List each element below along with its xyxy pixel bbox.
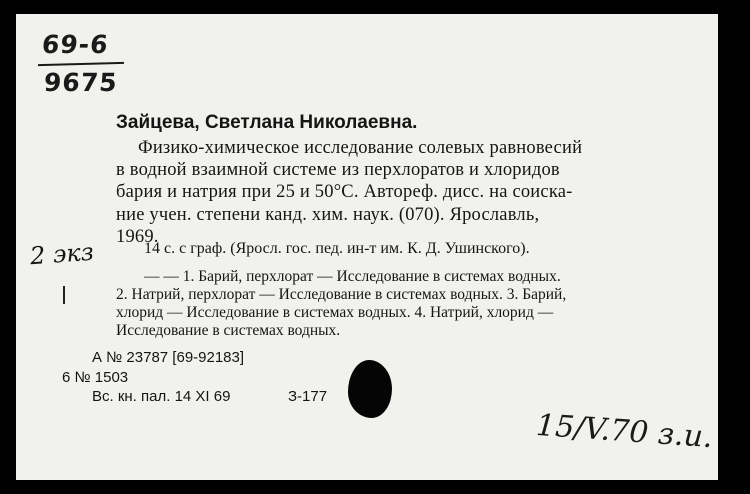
ink-blot (348, 360, 392, 418)
description-line: Физико-химическое исследование солевых равновесий (138, 138, 583, 158)
description-line: 1969. (116, 227, 159, 247)
catalog-code-top: 69-6 (40, 30, 111, 59)
description-line: в водной взаимной системе из перхлоратов и хлоридов (116, 160, 560, 180)
subject-line: Исследование в системах водных. (116, 322, 341, 339)
description-line: бария и натрия при 25 и 50°C. Автореф. дисс. на соиска- (116, 182, 573, 202)
registry-number: 6 № 1503 (62, 369, 129, 386)
accession-number: А № 23787 [69-92183] (92, 349, 245, 366)
handwritten-margin-note: 2 экз (29, 237, 95, 271)
subject-line: хлорид — Исследование в системах водных. 4. Натрий, хлорид — (116, 304, 554, 321)
margin-tick-mark (63, 286, 65, 304)
description-line: ние учен. степени канд. хим. наук. (070). Ярославль, (116, 205, 540, 225)
chamber-date: Вс. кн. пал. 14 XI 69 (92, 388, 231, 405)
catalog-card (16, 14, 718, 480)
catalog-code-divider (38, 62, 124, 66)
subject-line: 2. Натрий, перхлорат — Исследование в системах водных. 3. Барий, (116, 286, 567, 303)
catalog-code-bottom: 9675 (42, 68, 119, 97)
pages-line: 14 с. с граф. (Яросл. гос. пед. ин-т им. К. Д. Ушинского). (144, 240, 530, 257)
subject-line: — — 1. Барий, перхлорат — Исследование в системах водных. (144, 268, 561, 285)
author-name: Зайцева, Светлана Николаевна. (116, 112, 418, 133)
print-code: З-177 (288, 388, 328, 405)
handwritten-date: 15/V.70 з.и. (534, 407, 714, 456)
